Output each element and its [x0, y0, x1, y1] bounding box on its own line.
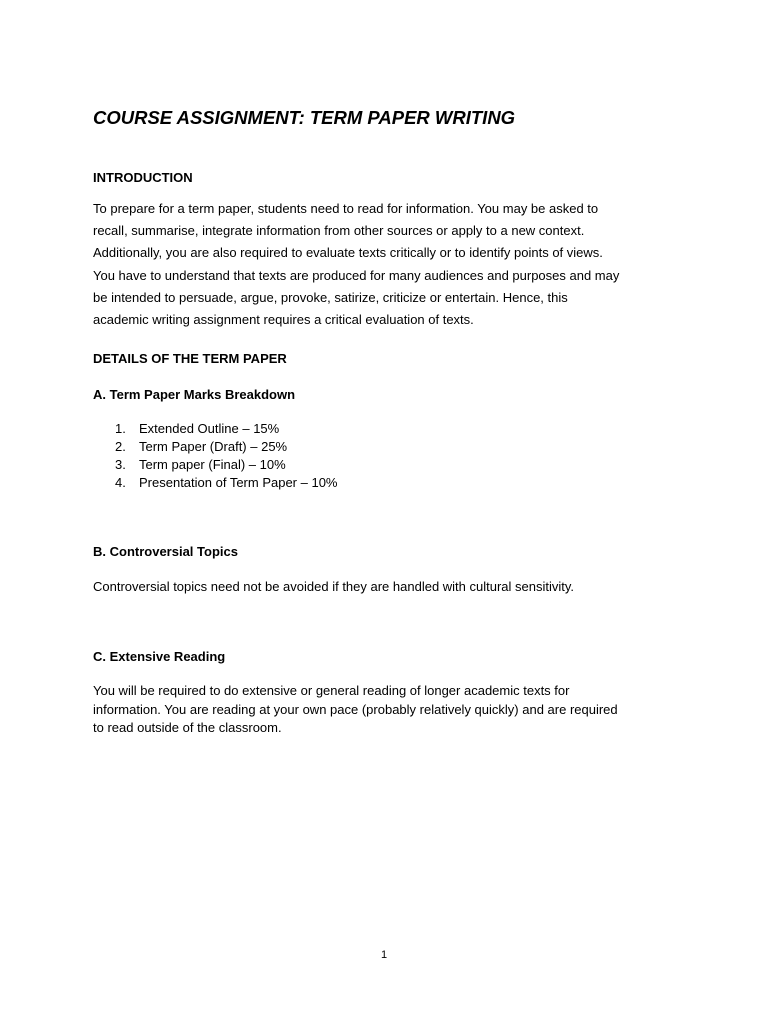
- section-c-heading: C. Extensive Reading: [93, 649, 226, 664]
- list-item: [115, 456, 338, 474]
- introduction-heading: INTRODUCTION: [93, 170, 193, 185]
- list-item-number: 4.: [115, 475, 126, 490]
- list-item-text: Term Paper (Draft) – 25%: [139, 439, 288, 454]
- section-b-paragraph: [93, 578, 693, 597]
- paragraph-line: To prepare for a term paper, students need to read for information. You may be asked to: [93, 201, 599, 216]
- paragraph-line: information. You are reading at your own pace (probably relatively quickly) and are required: [93, 701, 618, 717]
- details-heading: DETAILS OF THE TERM PAPER: [93, 351, 287, 366]
- paragraph-line: recall, summarise, integrate information from other sources or apply to a new context.: [93, 223, 585, 239]
- page-number: 1: [380, 949, 388, 961]
- list-item: [115, 438, 338, 456]
- section-b-heading: B. Controversial Topics: [93, 544, 238, 559]
- section-a-heading: A. Term Paper Marks Breakdown: [93, 387, 296, 402]
- list-item-text: Term paper (Final) – 10%: [139, 457, 286, 472]
- list-item-number: 3.: [115, 457, 126, 472]
- list-item-text: Presentation of Term Paper – 10%: [139, 475, 338, 490]
- paragraph-line: Controversial topics need not be avoided if they are handled with cultural sensitivity.: [93, 579, 575, 594]
- list-item-number: 2.: [115, 439, 126, 454]
- paragraph-line: be intended to persuade, argue, provoke, satirize, criticize or entertain. Hence, this: [93, 289, 568, 305]
- paragraph-line: Additionally, you are also required to evaluate texts critically or to identify points of views.: [93, 245, 603, 261]
- section-c-paragraph: [93, 682, 693, 738]
- list-item-number: 1.: [115, 421, 126, 436]
- list-item: [115, 420, 338, 438]
- paragraph-line: You will be required to do extensive or general reading of longer academic texts for: [93, 683, 570, 698]
- paragraph-line: academic writing assignment requires a critical evaluation of texts.: [93, 311, 474, 327]
- marks-breakdown-list: [115, 420, 338, 492]
- introduction-paragraph: [93, 198, 693, 331]
- paragraph-line: You have to understand that texts are produced for many audiences and purposes and may: [93, 267, 620, 283]
- paragraph-line: to read outside of the classroom.: [93, 720, 282, 735]
- document-title: COURSE ASSIGNMENT: TERM PAPER WRITING: [93, 107, 516, 128]
- list-item: [115, 474, 338, 492]
- list-item-text: Extended Outline – 15%: [139, 421, 280, 436]
